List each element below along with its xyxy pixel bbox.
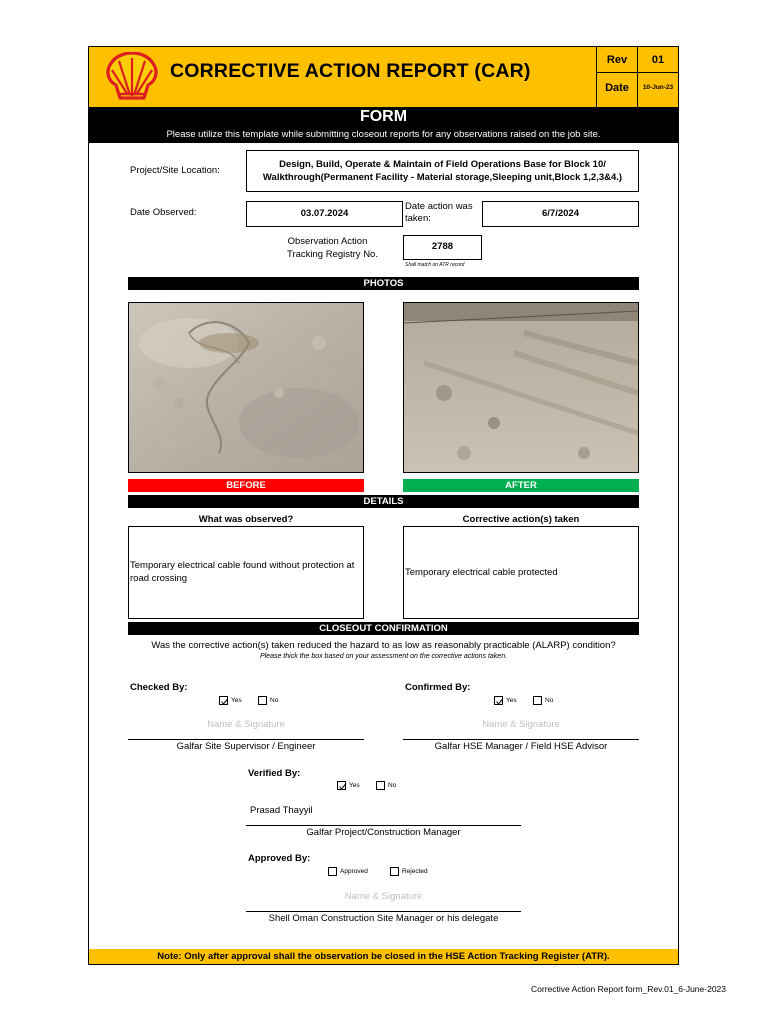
verified-yes-label: Yes <box>349 782 360 789</box>
confirmed-role: Galfar HSE Manager / Field HSE Advisor <box>434 741 608 752</box>
verified-by-label: Verified By: <box>248 768 301 779</box>
date-observed-label: Date Observed: <box>130 207 197 218</box>
approved-checkbox[interactable] <box>328 867 337 876</box>
signature-line <box>246 825 521 826</box>
action-text: Temporary electrical cable protected <box>405 567 558 578</box>
registry-note: Shall match on ATR record <box>405 262 465 268</box>
approved-label: Approved <box>340 868 368 875</box>
checked-yes-checkbox[interactable] <box>219 696 228 705</box>
approved-role: Shell Oman Construction Site Manager or his delegate <box>268 913 499 924</box>
approved-signature-placeholder[interactable]: Name & Signature <box>344 891 423 902</box>
confirmed-yes-checkbox[interactable] <box>494 696 503 705</box>
registry-value: 2788 <box>431 241 454 252</box>
confirmed-by-label: Confirmed By: <box>405 682 471 693</box>
confirmed-no-label: No <box>545 697 554 704</box>
project-field[interactable] <box>246 150 639 192</box>
verified-no-checkbox[interactable] <box>376 781 385 790</box>
rejected-checkbox[interactable] <box>390 867 399 876</box>
checked-no-label: No <box>270 697 279 704</box>
project-value-line1: Design, Build, Operate & Maintain of Field Operations Base for Block 10/ <box>279 159 606 170</box>
project-value-line2: Walkthrough(Permanent Facility - Material storage,Sleeping unit,Block 1,2,3&4.) <box>262 172 623 183</box>
date-value: 10-Jun-23 <box>642 84 674 91</box>
signature-line <box>403 739 639 740</box>
signature-line <box>246 911 521 912</box>
registry-label: Observation Action <box>287 236 368 247</box>
closeout-question: Was the corrective action(s) taken reduced the hazard to as low as reasonably practicable (ALARP) condition? <box>151 640 616 651</box>
observed-text-line1: Temporary electrical cable found without protection at <box>130 560 355 571</box>
verified-role: Galfar Project/Construction Manager <box>306 827 461 838</box>
report-title: CORRECTIVE ACTION REPORT (CAR) <box>170 60 531 82</box>
after-photo <box>403 302 639 473</box>
observed-text-line2: road crossing <box>130 573 188 584</box>
before-label: BEFORE <box>128 479 364 492</box>
closeout-section-header: CLOSEOUT CONFIRMATION <box>128 622 639 635</box>
checked-by-label: Checked By: <box>130 682 188 693</box>
approval-note: Note: Only after approval shall the observation be closed in the HSE Action Tracking Register (ATR). <box>89 949 678 964</box>
shell-logo-icon <box>106 52 158 102</box>
before-photo <box>128 302 364 473</box>
verified-name: Prasad Thayyil <box>250 805 313 816</box>
project-label: Project/Site Location: <box>130 165 220 176</box>
date-action-label: Date action was <box>405 201 473 212</box>
action-header: Corrective action(s) taken <box>462 514 580 525</box>
rev-value: 01 <box>651 54 665 66</box>
checked-no-checkbox[interactable] <box>258 696 267 705</box>
after-label: AFTER <box>403 479 639 492</box>
verified-yes-checkbox[interactable] <box>337 781 346 790</box>
observed-header: What was observed? <box>198 514 294 525</box>
date-action-value: 6/7/2024 <box>542 208 579 219</box>
photos-section-header: PHOTOS <box>128 277 639 290</box>
checked-signature-placeholder[interactable]: Name & Signature <box>207 719 285 730</box>
checked-yes-label: Yes <box>231 697 242 704</box>
date-label: Date <box>605 82 629 94</box>
registry-label-2: Tracking Registry No. <box>287 249 378 260</box>
date-action-label-2: taken: <box>405 213 431 224</box>
form-subtitle: Please utilize this template while submitting closeout reports for any observations raised on the job site. <box>166 129 601 140</box>
document-footer: Corrective Action Report form_Rev.01_6-June-2023 <box>531 984 726 994</box>
closeout-instruction: Please thick the box based on your assessment on the corrective actions taken. <box>259 653 508 660</box>
form-title: FORM <box>359 108 408 125</box>
date-observed-value: 03.07.2024 <box>300 208 349 219</box>
confirmed-no-checkbox[interactable] <box>533 696 542 705</box>
rev-label: Rev <box>606 54 628 66</box>
confirmed-signature-placeholder[interactable]: Name & Signature <box>482 719 560 730</box>
details-section-header: DETAILS <box>128 495 639 508</box>
checked-role: Galfar Site Supervisor / Engineer <box>176 741 316 752</box>
verified-no-label: No <box>388 782 397 789</box>
approved-by-label: Approved By: <box>248 853 311 864</box>
signature-line <box>128 739 364 740</box>
rejected-label: Rejected <box>402 868 428 875</box>
confirmed-yes-label: Yes <box>506 697 517 704</box>
divider <box>596 72 678 73</box>
